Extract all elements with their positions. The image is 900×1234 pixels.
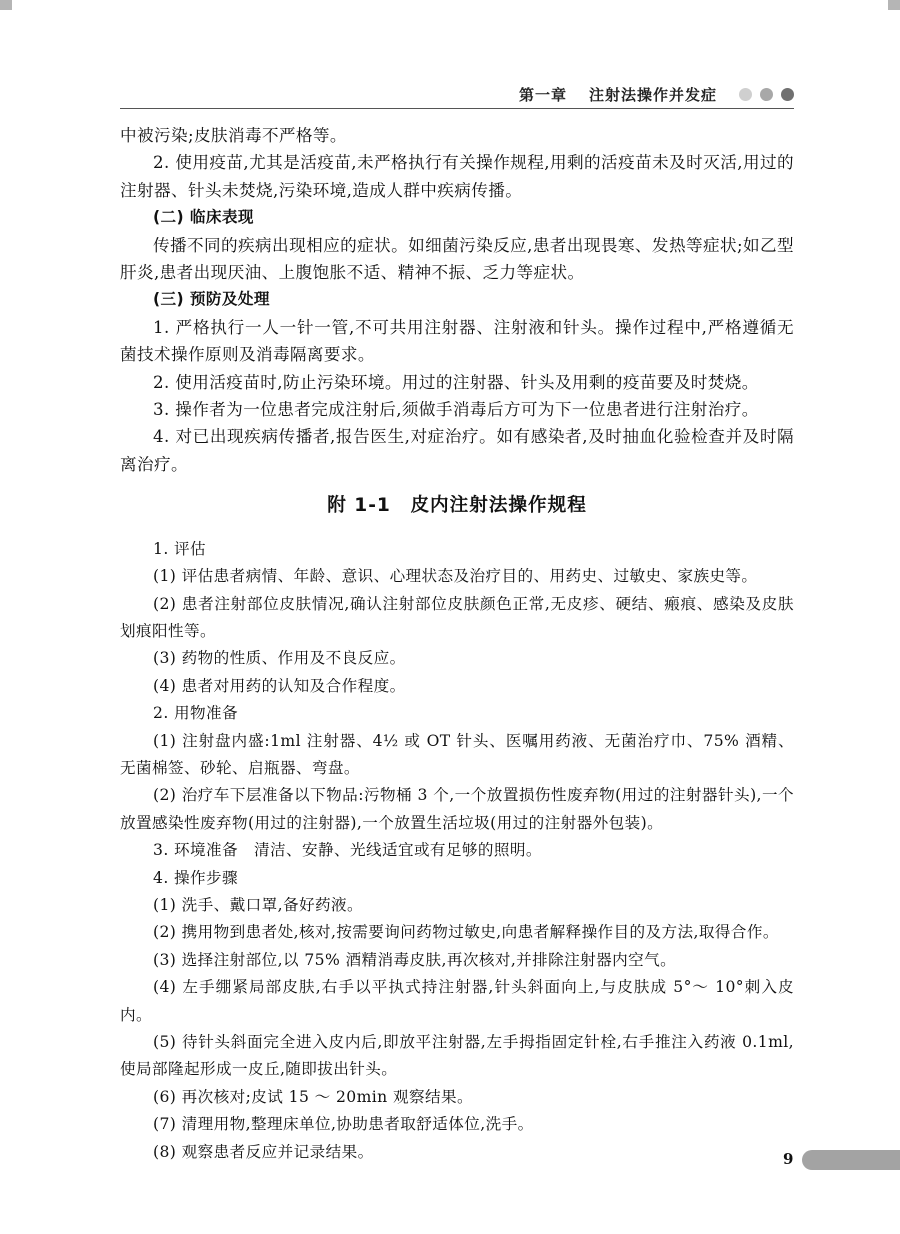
paragraph: 4. 对已出现疾病传播者,报告医生,对症治疗。如有感染者,及时抽血化验检查并及时隔离治疗。	[120, 427, 794, 474]
list-item: (5) 待针头斜面完全进入皮内后,即放平注射器,左手拇指固定针栓,右手推注入药液 0.1ml,使局部隆起形成一皮丘,随即拔出针头。	[120, 1033, 794, 1079]
list-item: (2) 携用物到患者处,核对,按需要询问药物过敏史,向患者解释操作目的及方法,取得合作。	[153, 923, 779, 942]
list-item: (3) 选择注射部位,以 75% 酒精消毒皮肤,再次核对,并排除注射器内空气。	[153, 950, 677, 969]
corner-mark-left	[0, 0, 12, 10]
header-dot-dark	[781, 88, 794, 101]
list-item: (8) 观察患者反应并记录结果。	[153, 1142, 374, 1161]
list-item: (1) 洗手、戴口罩,备好药液。	[153, 895, 363, 914]
list-item: (2) 治疗车下层准备以下物品:污物桶 3 个,一个放置损伤性废弃物(用过的注射器针头),一个放置感染性废弃物(用过的注射器),一个放置生活垃圾(用过的注射器外包装)。	[120, 786, 794, 832]
page-number: 9	[783, 1150, 794, 1168]
header-dot-light	[739, 88, 752, 101]
paragraph: 中被污染;皮肤消毒不严格等。	[120, 126, 347, 145]
list-item: 3. 环境准备 清洁、安静、光线适宜或有足够的照明。	[153, 841, 542, 860]
chapter-title: 注射法操作并发症	[588, 86, 717, 104]
header-dot-medium	[760, 88, 773, 101]
appendix-title: 附 1-1 皮内注射法操作规程	[327, 495, 587, 517]
section-heading-prevention: (三) 预防及处理	[153, 290, 270, 309]
corner-mark-right	[888, 0, 900, 10]
list-item: (2) 患者注射部位皮肤情况,确认注射部位皮肤颜色正常,无皮疹、硬结、瘢痕、感染及皮肤划痕阳性等。	[120, 594, 794, 640]
list-item: (4) 左手绷紧局部皮肤,右手以平执式持注射器,针头斜面向上,与皮肤成 5°～ 10°刺入皮内。	[120, 978, 794, 1024]
running-header	[519, 84, 794, 105]
paragraph: 2. 使用活疫苗时,防止污染环境。用过的注射器、针头及用剩的疫苗要及时焚烧。	[153, 372, 759, 392]
chapter-label: 第一章	[518, 86, 567, 104]
section-heading-clinical: (二) 临床表现	[153, 208, 254, 227]
paragraph: 2. 使用疫苗,尤其是活疫苗,未严格执行有关操作规程,用剩的活疫苗未及时灭活,用过的注射器、针头未焚烧,污染环境,造成人群中疾病传播。	[120, 153, 794, 200]
header-dots	[731, 88, 794, 101]
footer-bar	[802, 1150, 900, 1170]
list-item: (3) 药物的性质、作用及不良反应。	[153, 649, 406, 668]
list-item: 1. 评估	[153, 539, 207, 558]
paragraph: 1. 严格执行一人一针一管,不可共用注射器、注射液和针头。操作过程中,严格遵循无菌技术操作原则及消毒隔离要求。	[120, 317, 794, 365]
list-item: (1) 注射盘内盛:1ml 注射器、4½ 或 OT 针头、医嘱用药液、无菌治疗巾、75% 酒精、无菌棉签、砂轮、启瓶器、弯盘。	[120, 731, 794, 777]
page-content	[120, 122, 794, 1166]
list-item: (7) 清理用物,整理床单位,协助患者取舒适体位,洗手。	[153, 1115, 534, 1134]
list-item: (4) 患者对用药的认知及合作程度。	[153, 676, 406, 695]
list-item: 2. 用物准备	[153, 704, 239, 723]
paragraph: 传播不同的疾病出现相应的症状。如细菌污染反应,患者出现畏寒、发热等症状;如乙型肝炎,患者出现厌油、上腹饱胀不适、精神不振、乏力等症状。	[120, 235, 794, 283]
list-item: 4. 操作步骤	[153, 868, 239, 887]
list-item: (1) 评估患者病情、年龄、意识、心理状态及治疗目的、用药史、过敏史、家族史等。	[153, 567, 758, 586]
header-rule	[120, 108, 794, 109]
list-item: (6) 再次核对;皮试 15 ～ 20min 观察结果。	[153, 1087, 473, 1106]
paragraph: 3. 操作者为一位患者完成注射后,须做手消毒后方可为下一位患者进行注射治疗。	[153, 400, 759, 420]
